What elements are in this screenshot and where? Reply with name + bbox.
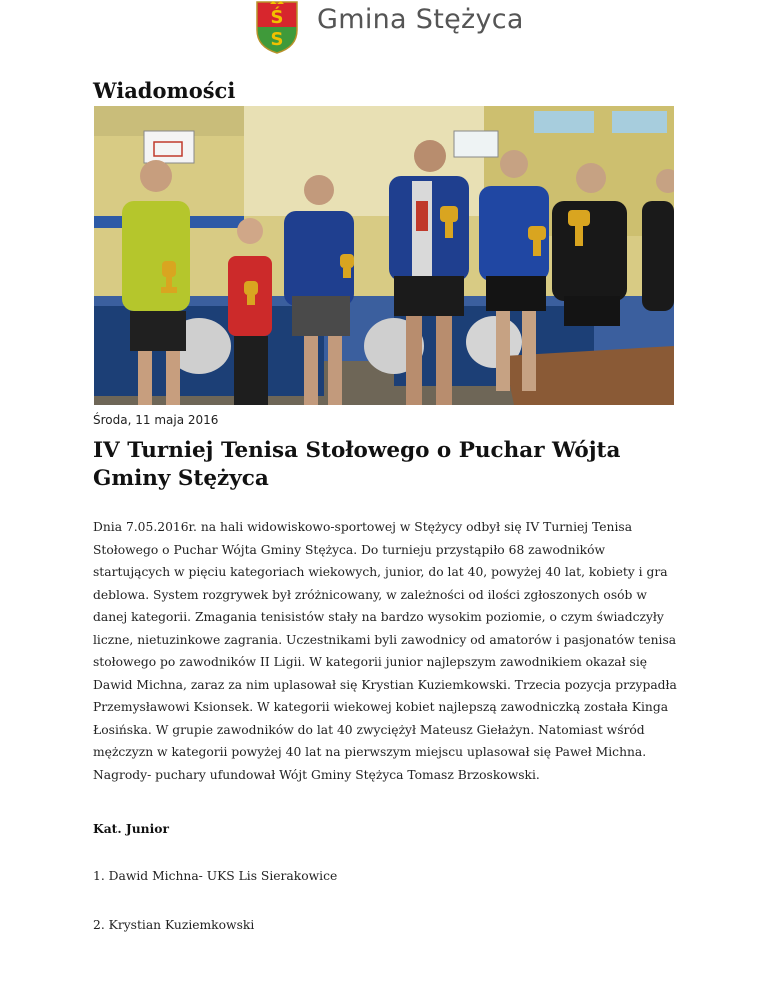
category-heading: Kat. Junior: [93, 821, 169, 836]
tournament-team-photo: [94, 106, 674, 405]
site-header: [0, 0, 768, 60]
crest-letter-bottom: S: [270, 29, 284, 50]
article-date: Środa, 11 maja 2016: [93, 413, 219, 427]
site-name[interactable]: Gmina Stężyca: [317, 4, 524, 35]
article-body: Dnia 7.05.2016r. na hali widowiskowo-sportowej w Stężycy odbył się IV Turniej Tenisa Stołowego o Puchar Wójta Gminy Stężyca. Do turnieju przystąpiło 68 zawodników startujących w pięciu kategoriach wiekowych, junior, do lat 40, powyżej 40 lat, kobiety i gra deblowa. System rozgrywek był zróżnicowany, w zależności od ilości zgłoszonych osób w danej kategorii. Zmagania tenisistów stały na bardzo wysokim poziomie, o czym świadczyły liczne, nietuzinkowe zagrania. Uczestnikami byli zawodnicy od amatorów i pasjonatów tenisa stołowego po zawodników II Ligii. W kategorii junior najlepszym zawodnikiem okazał się Dawid Michna, zaraz za nim uplasował się Krystian Kuziemkowski. Trzecia pozycja przypadła Przemysławowi Ksionsek. W kategorii wiekowej kobiet najlepszą zawodniczką została Kinga Łosińska. W grupie zawodników do lat 40 zwyciężył Mateusz Giełażyn. Natomiast wśród mężczyzn w kategorii powyżej 40 lat na pierwszym miejscu uplasował się Paweł Michna. Nagrody- puchary ufundował Wójt Gminy Stężyca Tomasz Brzoskowski.: [93, 520, 677, 782]
article-title[interactable]: IV Turniej Tenisa Stołowego o Puchar Wójta Gminy Stężyca: [93, 438, 621, 491]
section-title: Wiadomości: [93, 78, 236, 103]
result-item: 1. Dawid Michna- UKS Lis Sierakowice: [93, 869, 338, 883]
coat-of-arms-icon[interactable]: [255, 0, 299, 54]
result-item: 2. Krystian Kuziemkowski: [93, 918, 255, 932]
article-photo: [94, 106, 674, 405]
crest-letter-top: Ś: [270, 7, 284, 28]
